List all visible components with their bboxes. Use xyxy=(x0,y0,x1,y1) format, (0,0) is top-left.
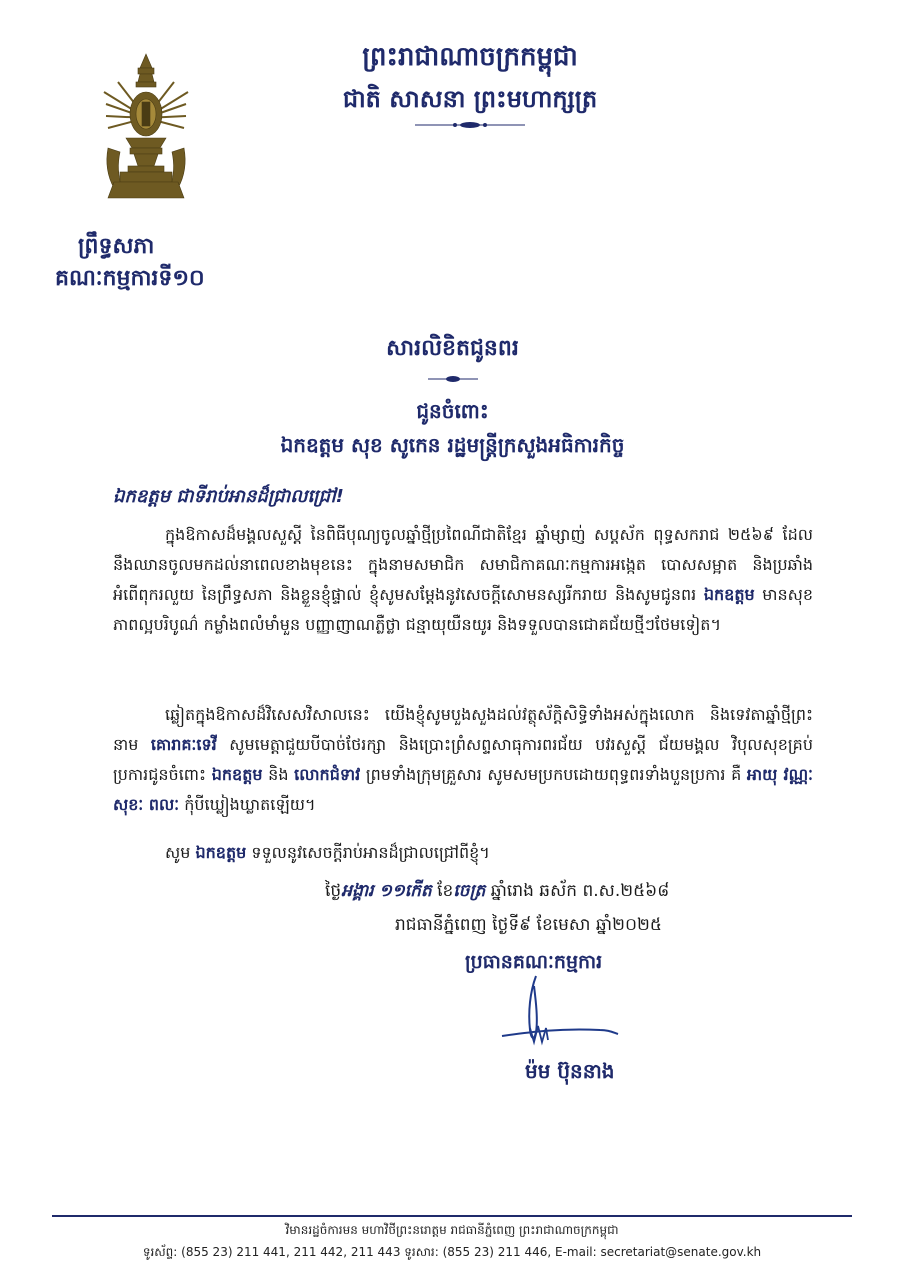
footer-address: វិមានរដ្ឋចំការមន មហាវិថីព្រះនរោត្តម រាជធានីភ្នំពេញ ព្រះរាជាណាចក្រកម្ពុជា xyxy=(285,1223,619,1237)
senate-emblem-icon xyxy=(100,52,192,202)
letter-title: សារលិខិតជូនពរ xyxy=(386,336,519,361)
footer-divider xyxy=(52,1215,852,1217)
commission-name: គណៈកម្មការទី១០ xyxy=(55,266,205,291)
salutation: ឯកឧត្តម ជាទីរាប់អានដ៏ជ្រាលជ្រៅ! xyxy=(113,486,344,507)
addressee-label: ជូនចំពោះ xyxy=(416,399,489,423)
paragraph-1: ក្នុងឱកាសដ៏មង្គលសួស្តី នៃពិធីបុណ្យចូលឆ្នាំថ្មីប្រពៃណីជាតិខ្មែរ ឆ្នាំម្សាញ់ សប្តស័ក ពុទ្ធសករាជ ២៥៦៩ ដែលនឹងឈានចូលមកដល់នាពេលខាងមុខនេះ ក្នុងនាមសមាជិក សមាជិកាគណៈកម្មការអង្កេត បោសសម្អាត និងប្រឆាំងអំពើពុករលួយ នៃព្រឹទ្ធសភា និងខ្លួនខ្ញុំផ្ទាល់ ខ្ញុំសូមសម្តែងនូវសេចក្តីសោមនស្សរីករាយ និងសូមជូនពរ ឯកឧត្តម មានសុខភាពល្អបរិបូណ៌ កម្លាំងពលំមាំមួន បញ្ញាញាណភ្លឺថ្លា ជន្មាយុយឺនយូរ និងទទួលបានជោគជ័យថ្មីៗថែមទៀត។ xyxy=(113,525,813,634)
institution-name: ព្រឹទ្ធសភា xyxy=(78,234,155,259)
place-date-line: រាជធានីភ្នំពេញ ថ្ងៃទី៩ ខែមេសា ឆ្នាំ២០២៥ xyxy=(395,915,662,935)
divider-ornament-icon xyxy=(415,120,525,130)
national-motto: ជាតិ សាសនា ព្រះមហាក្សត្រ xyxy=(342,85,598,113)
handwritten-signature-icon xyxy=(500,972,620,1052)
footer-contact: ទូរស័ព្ទ: (855 23) 211 441, 211 442, 211 443 ទូរសារ: (855 23) 211 446, E-mail: secretariat@senate.gov.kh xyxy=(142,1245,762,1259)
signatory-title: ប្រធានគណៈកម្មការ xyxy=(465,951,603,973)
title-ornament-icon xyxy=(428,374,478,384)
signatory-name: ម៉ម ប៊ុននាង xyxy=(525,1059,615,1083)
paragraph-2: ឆ្លៀតក្នុងឱកាសដ៏វិសេសវិសាលនេះ យើងខ្ញុំសូមបួងសួងដល់វត្ថុស័ក្តិសិទ្ធិទាំងអស់ក្នុងលោក និងទេវតាឆ្នាំថ្មីព្រះនាម គោរាគៈទេវី សូមមេត្តាជួយបីបាច់ថែរក្សា និងប្រោះព្រំសព្ទសាធុការពរជ័យ បវរសួស្តី ជ័យមង្គល វិបុលសុខគ្រប់ប្រការជូនចំពោះ ឯកឧត្តម និង លោកជំទាវ ព្រមទាំងក្រុមគ្រួសារ សូមសមប្រកបដោយពុទ្ធពរទាំងបួនប្រការ គឺ អាយុ វណ្ណៈ សុខៈ ពលៈ កុំបីឃ្លៀងឃ្លាតឡើយ។ xyxy=(113,705,814,814)
lunar-date-line: ថ្ងៃអង្គារ ១១កើត ខែចេត្រ ឆ្នាំរោង ឆស័ក ព.ស.២៥៦៨ xyxy=(325,881,670,901)
kingdom-name: ព្រះរាជាណាចក្រកម្ពុជា xyxy=(362,42,578,72)
paragraph-3: សូម ឯកឧត្តម ទទួលនូវសេចក្តីរាប់អានដ៏ជ្រាលជ្រៅពីខ្ញុំ។ xyxy=(165,843,490,862)
recipient-line: ឯកឧត្តម សុខ សូកេន រដ្ឋមន្ត្រីក្រសួងអធិការកិច្ច xyxy=(280,433,625,457)
